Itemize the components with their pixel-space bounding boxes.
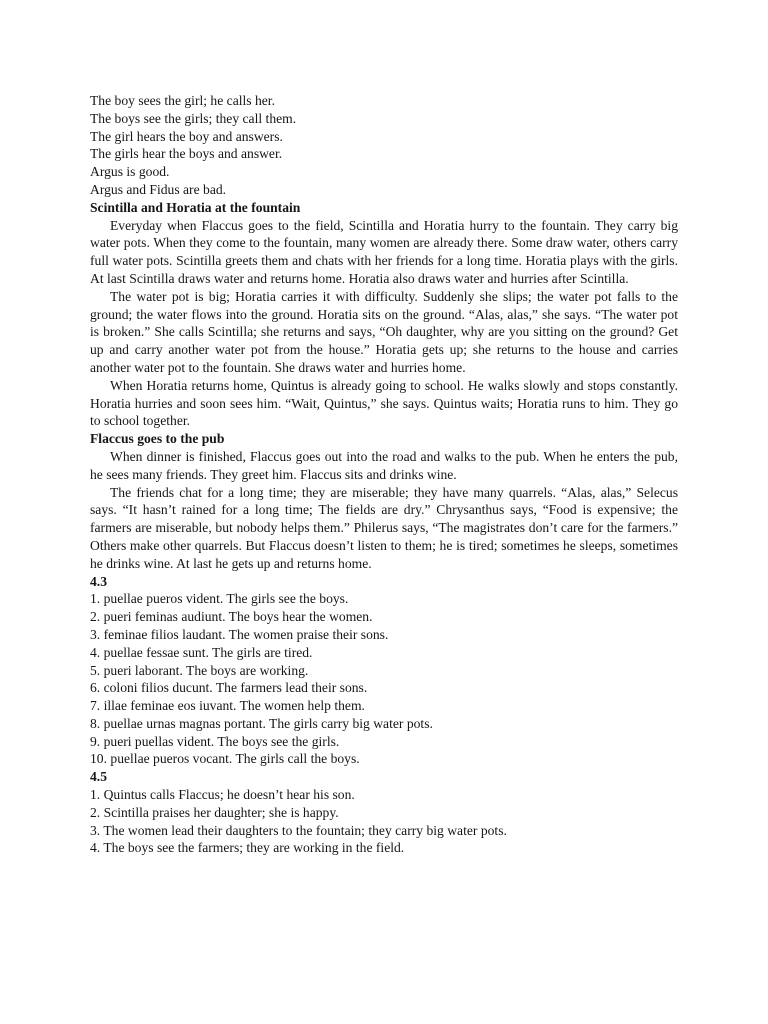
story-scintilla-horatia <box>90 199 678 430</box>
exercise-4-5 <box>90 768 678 857</box>
exercise-item: 3. The women lead their daughters to the fountain; they carry big water pots. <box>90 822 507 838</box>
sentence-line: Argus is good. <box>90 164 170 180</box>
exercise-label: 4.3 <box>90 573 107 589</box>
exercise-item: 4. puellae fessae sunt. The girls are tired. <box>90 644 313 660</box>
exercise-item: 7. illae feminae eos iuvant. The women help them. <box>90 698 365 714</box>
exercise-item: 2. pueri feminas audiunt. The boys hear the women. <box>90 609 373 625</box>
story-title: Scintilla and Horatia at the fountain <box>90 199 301 215</box>
exercise-item: 1. Quintus calls Flaccus; he doesn’t hear his son. <box>90 787 355 803</box>
story-paragraph: Everyday when Flaccus goes to the field, Scintilla and Horatia hurry to the fountain. They carry big water pots. When they come to the fountain, many women are already there. Some draw water, others carry full water pots. Scintilla greets them and chats with her friends for a long time. Horatia plays with the girls. At last Scintilla draws water and returns home. Horatia also draws water and hurries after Scintilla. <box>90 217 678 286</box>
sentence-line: The boy sees the girl; he calls her. <box>90 93 275 108</box>
exercise-item: 9. pueri puellas vident. The boys see the girls. <box>90 733 340 749</box>
story-paragraph: When Horatia returns home, Quintus is already going to school. He walks slowly and stops constantly. Horatia hurries and soon sees him. “Wait, Quintus,” she says. Quintus waits; Horatia runs to him. They go to school together. <box>90 377 678 429</box>
sentence-line: The girl hears the boy and answers. <box>90 128 283 144</box>
exercise-item: 2. Scintilla praises her daughter; she is happy. <box>90 804 339 820</box>
exercise-4-3 <box>90 573 678 769</box>
sentence-line: The girls hear the boys and answer. <box>90 146 283 162</box>
story-paragraph: When dinner is finished, Flaccus goes out into the road and walks to the pub. When he enters the pub, he sees many friends. They greet him. Flaccus sits and drinks wine. <box>90 448 678 482</box>
exercise-item: 3. feminae filios laudant. The women praise their sons. <box>90 626 389 642</box>
story-flaccus-pub <box>90 430 678 572</box>
intro-sentences <box>90 92 678 199</box>
story-paragraph: The water pot is big; Horatia carries it with difficulty. Suddenly she slips; the water pot falls to the ground; the water flows into the ground. Horatia sits on the ground. “Alas, alas,” she says. “The water pot is broken.” She calls Scintilla; she returns and says, “Oh daughter, why are you sitting on the ground? Get up and carry another water pot from the house.” Horatia gets up; she returns to the house and carries another water pot to the fountain. She draws water and hurries home. <box>90 288 678 375</box>
exercise-item: 1. puellae pueros vident. The girls see the boys. <box>90 591 349 607</box>
exercise-item: 5. pueri laborant. The boys are working. <box>90 662 309 678</box>
story-paragraph: The friends chat for a long time; they are miserable; they have many quarrels. “Alas, alas,” Selecus says. “It hasn’t rained for a long time; The fields are dry.” Chrysanthus says, “Food is expensive; the farmers are miserable, but nobody helps them.” Philerus says, “The magistrates don’t care for the farmers.” Others make other quarrels. But Flaccus doesn’t listen to them; he is tired; sometimes he sleeps, sometimes he drinks wine. At last he gets up and returns home. <box>90 484 678 571</box>
exercise-item: 4. The boys see the farmers; they are working in the field. <box>90 840 405 856</box>
sentence-line: The boys see the girls; they call them. <box>90 110 297 126</box>
exercise-label: 4.5 <box>90 769 107 785</box>
exercise-item: 6. coloni filios ducunt. The farmers lead their sons. <box>90 680 368 696</box>
exercise-item: 8. puellae urnas magnas portant. The girls carry big water pots. <box>90 715 433 731</box>
exercise-item: 10. puellae pueros vocant. The girls call the boys. <box>90 751 360 767</box>
story-title: Flaccus goes to the pub <box>90 431 225 447</box>
sentence-line: Argus and Fidus are bad. <box>90 181 227 197</box>
document-page <box>90 92 678 857</box>
